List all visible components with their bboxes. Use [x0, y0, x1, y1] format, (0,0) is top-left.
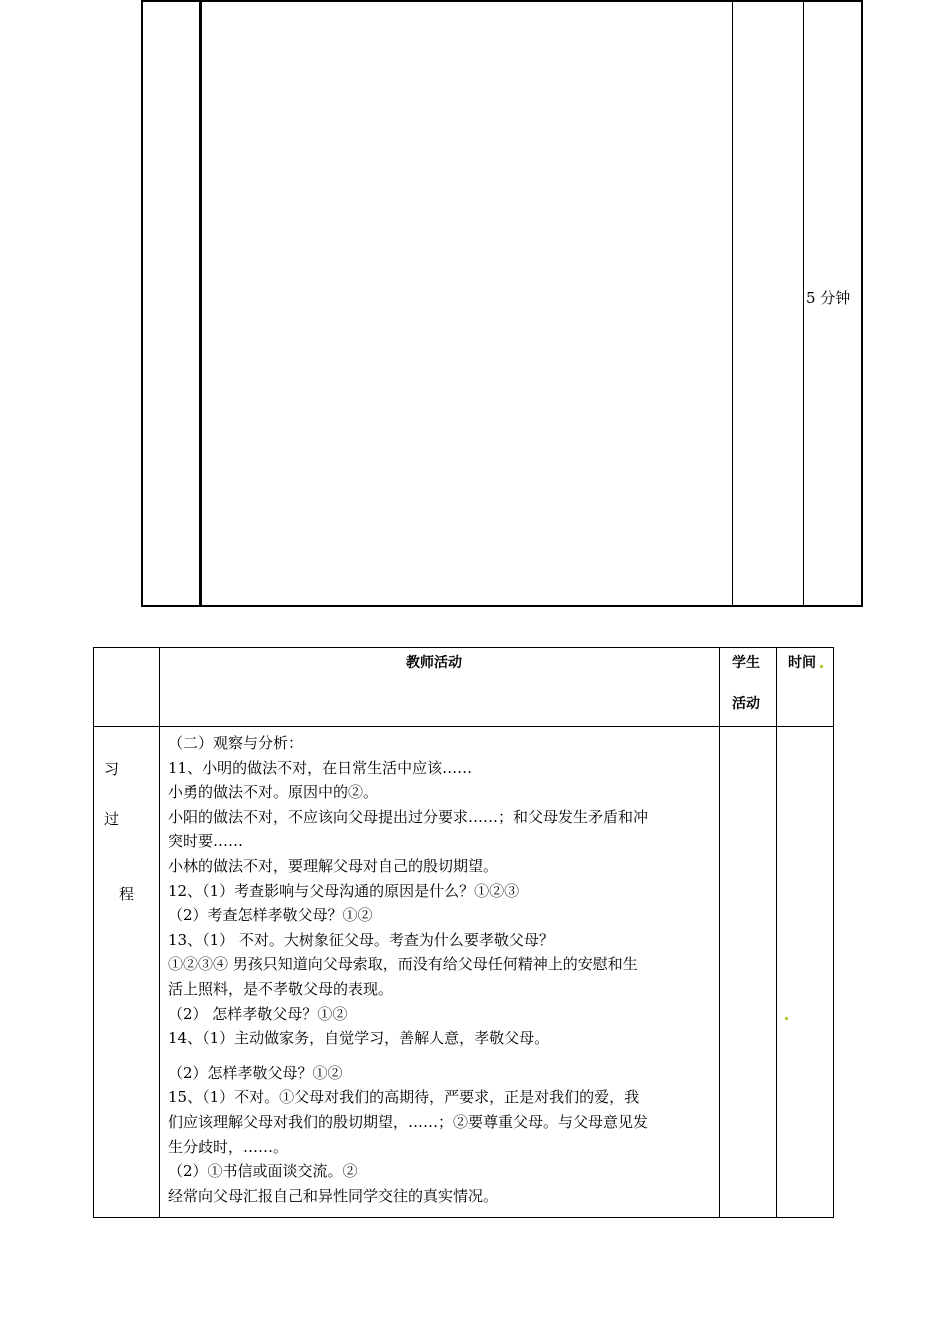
header-time-mark	[820, 665, 823, 668]
lower-table-bottom-border	[93, 1217, 834, 1218]
upper-table-right-border	[861, 0, 863, 607]
content-line: （2）怎样孝敬父母？①②	[168, 1063, 343, 1082]
upper-table-top-border	[141, 0, 863, 2]
header-student-line1: 学生	[732, 655, 760, 671]
content-line: 13、（1） 不对。大树象征父母。考查为什么要孝敬父母？	[168, 930, 554, 949]
content-line: 生分歧时，……。	[168, 1137, 289, 1156]
lower-table-right-border	[833, 647, 834, 1218]
content-line: 11、小明的做法不对，在日常生活中应该……	[168, 758, 473, 777]
content-line: 14、（1）主动做家务，自觉学习，善解人意，孝敬父母。	[168, 1029, 550, 1048]
content-line: 小林的做法不对，要理解父母对自己的殷切期望。	[168, 856, 499, 875]
header-student-line2: 活动	[732, 696, 760, 712]
lower-table-left-border	[93, 647, 94, 1218]
content-line: 15、（1）不对。①父母对我们的高期待，严要求，正是对我们的爱，我	[168, 1088, 640, 1107]
lower-table-top-border	[93, 647, 834, 648]
content-line: （2） 怎样孝敬父母？①②	[168, 1004, 348, 1023]
upper-table-col-divider-2	[732, 0, 733, 607]
side-char-3: 程	[119, 885, 135, 903]
lower-table-header-divider	[93, 726, 834, 727]
student-cell-mark	[785, 1017, 788, 1020]
content-line: ①②③④ 男孩只知道向父母索取，而没有给父母任何精神上的安慰和生	[168, 955, 638, 974]
upper-table-bottom-border	[141, 605, 863, 607]
content-line: 经常向父母汇报自己和异性同学交往的真实情况。	[168, 1186, 499, 1205]
upper-table-col-divider-3	[803, 0, 804, 607]
teacher-activity-content	[168, 731, 713, 1208]
content-line: 活上照料，是不孝敬父母的表现。	[168, 979, 394, 998]
content-line: 们应该理解父母对我们的殷切期望，……；②要尊重父母。与父母意见发	[168, 1112, 649, 1131]
upper-time-cell: 5 分钟	[806, 289, 851, 307]
content-line: （二）观察与分析：	[168, 734, 304, 752]
header-teacher-activity: 教师活动	[406, 655, 462, 671]
content-line: 12、（1）考查影响与父母沟通的原因是什么？①②③	[168, 881, 520, 900]
content-line: （2）①书信或面谈交流。②	[168, 1162, 358, 1181]
content-line: （2）考查怎样孝敬父母？①②	[168, 906, 373, 925]
side-char-2: 过	[104, 810, 120, 828]
lower-table-col-divider-3	[776, 647, 777, 1218]
upper-table-left-border	[141, 0, 143, 607]
content-line: 突时要……	[168, 832, 244, 851]
lower-table-col-divider-1	[159, 647, 160, 1218]
header-time: 时间	[788, 655, 816, 671]
content-line: 小勇的做法不对。原因中的②。	[168, 783, 379, 802]
lower-table-col-divider-2	[719, 647, 720, 1218]
upper-table-col-divider-1	[199, 0, 202, 607]
side-char-1: 习	[104, 760, 120, 778]
content-line: 小阳的做法不对，不应该向父母提出过分要求……；和父母发生矛盾和冲	[168, 807, 649, 826]
